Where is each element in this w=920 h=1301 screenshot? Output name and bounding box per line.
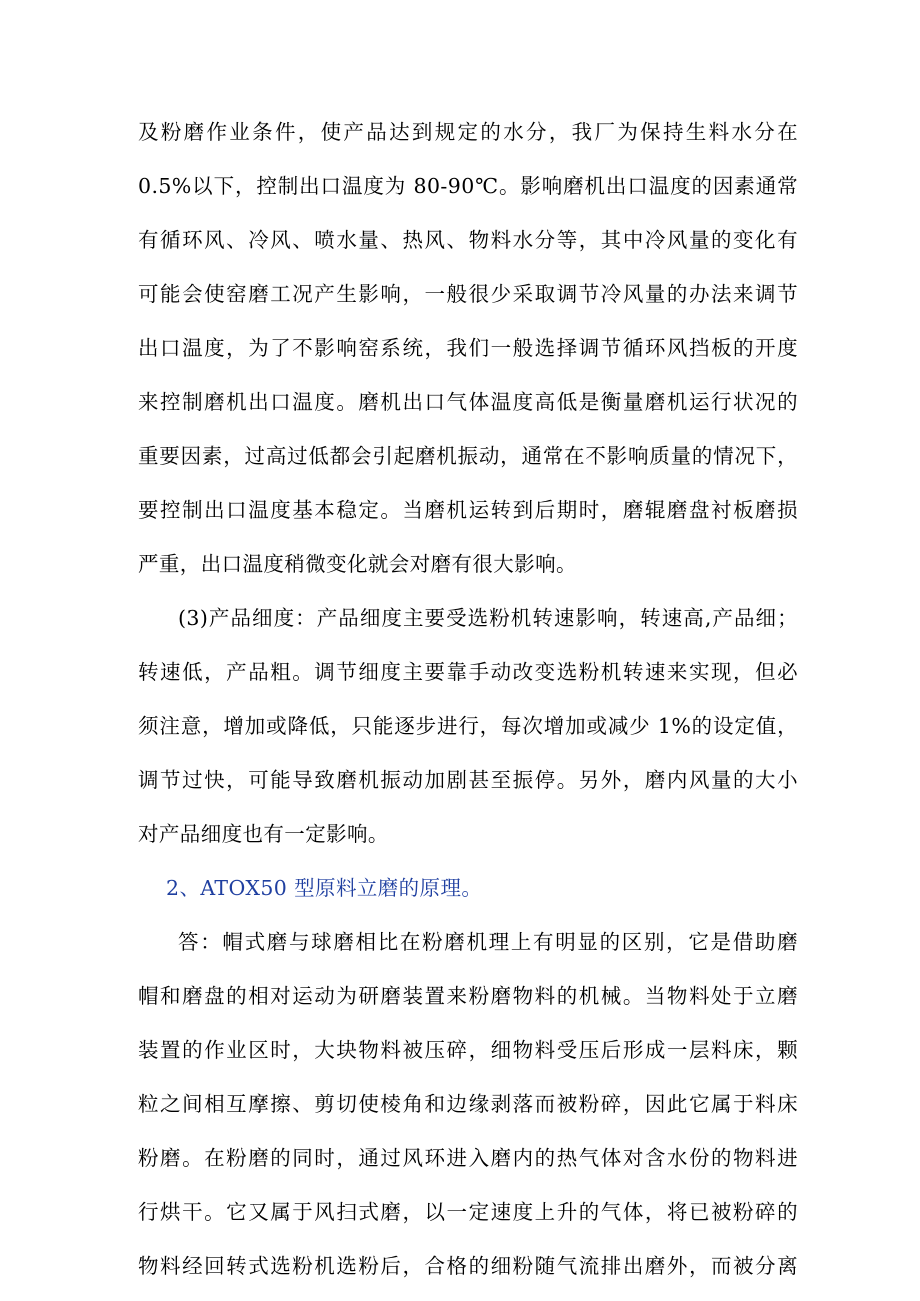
text-line: 有循环风、冷风、喷水量、热风、物料水分等，其中冷风量的变化有	[138, 228, 798, 252]
paragraph-outlet-temperature	[138, 113, 798, 599]
text-line: 可能会使窑磨工况产生影响，一般很少采取调节冷风量的办法来调节	[138, 282, 798, 306]
text-line: 出口温度，为了不影响窑系统，我们一般选择调节循环风挡板的开度	[138, 336, 798, 360]
text-line: 要控制出口温度基本稳定。当磨机运转到后期时，磨辊磨盘衬板磨损	[138, 498, 798, 522]
text-line: 重要因素，过高过低都会引起磨机振动，通常在不影响质量的情况下，	[138, 444, 798, 468]
text-line: 粉磨。在粉磨的同时，通过风环进入磨内的热气体对含水份的物料进	[138, 1146, 798, 1170]
text-line: 及粉磨作业条件，使产品达到规定的水分，我厂为保持生料水分在	[138, 120, 798, 144]
text-line: (3)产品细度：产品细度主要受选粉机转速影响，转速高,产品细；	[178, 606, 798, 630]
text-line: 粒之间相互摩擦、剪切使棱角和边缘剥落而被粉碎，因此它属于料床	[138, 1092, 798, 1116]
document-body	[138, 113, 798, 1301]
text-line: 帽和磨盘的相对运动为研磨装置来粉磨物料的机械。当物料处于立磨	[138, 984, 798, 1008]
text-line: 调节过快，可能导致磨机振动加剧甚至振停。另外，磨内风量的大小	[138, 768, 798, 792]
section-heading	[138, 869, 798, 923]
text-line: 物料经回转式选粉机选粉后，合格的细粉随气流排出磨外，而被分离	[138, 1254, 798, 1278]
text-line: 对产品细度也有一定影响。	[138, 822, 389, 846]
text-line: 答：帽式磨与球磨相比在粉磨机理上有明显的区别，它是借助磨	[178, 930, 798, 954]
paragraph-product-fineness	[138, 599, 798, 869]
paragraph-answer	[138, 923, 798, 1301]
text-line: 转速低，产品粗。调节细度主要靠手动改变选粉机转速来实现，但必	[138, 660, 798, 684]
text-line: 行烘干。它又属于风扫式磨，以一定速度上升的气体，将已被粉碎的	[138, 1200, 798, 1224]
text-line: 装置的作业区时，大块物料被压碎，细物料受压后形成一层料床，颗	[138, 1038, 798, 1062]
text-line: 须注意，增加或降低，只能逐步进行，每次增加或减少 1%的设定值，	[138, 714, 798, 738]
text-line: 来控制磨机出口温度。磨机出口气体温度高低是衡量磨机运行状况的	[138, 390, 798, 414]
text-line: 严重，出口温度稍微变化就会对磨有很大影响。	[138, 552, 577, 576]
text-line: 0.5%以下，控制出口温度为 80-90℃。影响磨机出口温度的因素通常	[138, 174, 798, 198]
section-title: 2、ATOX50 型原料立磨的原理。	[166, 876, 483, 900]
